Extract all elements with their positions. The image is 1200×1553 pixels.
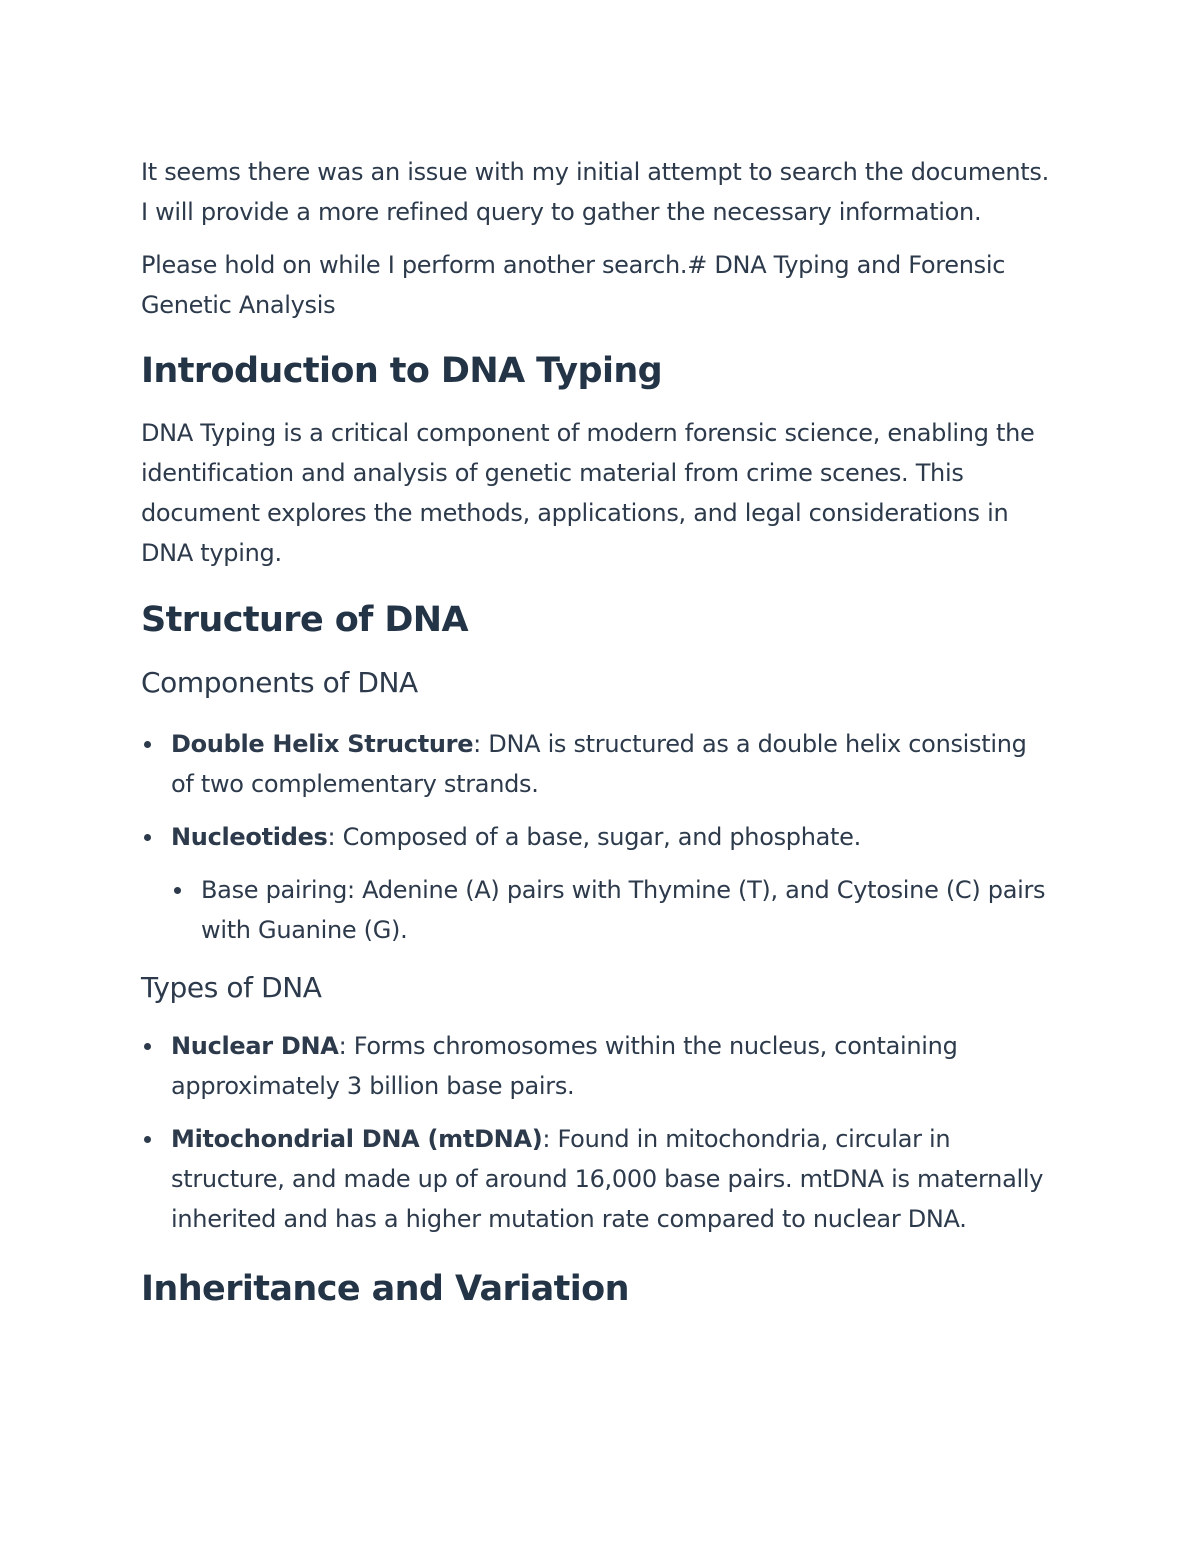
list-item-term: Nuclear DNA — [171, 1032, 339, 1060]
types-list — [141, 1026, 1051, 1239]
intro-paragraph-1: It seems there was an issue with my initial attempt to search the documents. I will provide a more refined query to gather the necessary information. — [141, 158, 1049, 226]
list-item-text: : Composed of a base, sugar, and phosphate. — [327, 823, 861, 851]
bullet-icon — [144, 834, 151, 841]
components-list — [141, 724, 1051, 950]
list-item-term: Double Helix Structure — [171, 730, 474, 758]
list-item — [141, 1026, 1051, 1106]
introduction-paragraph: DNA Typing is a critical component of modern forensic science, enabling the identification and analysis of genetic material from crime scenes. This document explores the methods, applications, and legal considerations in DNA typing. — [141, 419, 1035, 567]
document-page — [141, 152, 1051, 1311]
intro-paragraph-2: Please hold on while I perform another search.# DNA Typing and Forensic Genetic Analysis — [141, 251, 1006, 319]
list-item-term: Nucleotides — [171, 823, 328, 851]
bullet-icon — [174, 887, 181, 894]
bullet-icon — [144, 1043, 151, 1050]
heading-types-of-dna: Types of DNA — [141, 971, 322, 1004]
heading-introduction: Introduction to DNA Typing — [141, 351, 663, 391]
heading-inheritance-and-variation: Inheritance and Variation — [141, 1269, 629, 1309]
bullet-icon — [144, 1136, 151, 1143]
list-item-text: : Forms chromosomes within the nucleus, containing approximately 3 billion base pairs. — [171, 1032, 958, 1100]
list-sub-item-text: Base pairing: Adenine (A) pairs with Thymine (T), and Cytosine (C) pairs with Guanine (G). — [201, 876, 1046, 944]
heading-components-of-dna: Components of DNA — [141, 666, 418, 699]
list-item — [141, 724, 1051, 804]
list-item-text: : Found in mitochondria, circular in structure, and made up of around 16,000 base pairs. mtDNA is maternally inherited and has a higher mutation rate compared to nuclear DNA. — [171, 1125, 1044, 1233]
bullet-icon — [144, 741, 151, 748]
list-item — [141, 1119, 1051, 1239]
list-item-text: : DNA is structured as a double helix consisting of two complementary strands. — [171, 730, 1027, 798]
heading-structure-of-dna: Structure of DNA — [141, 600, 468, 640]
list-item — [141, 817, 1051, 857]
list-sub-item — [171, 870, 1051, 950]
list-item-term: Mitochondrial DNA (mtDNA) — [171, 1125, 543, 1153]
